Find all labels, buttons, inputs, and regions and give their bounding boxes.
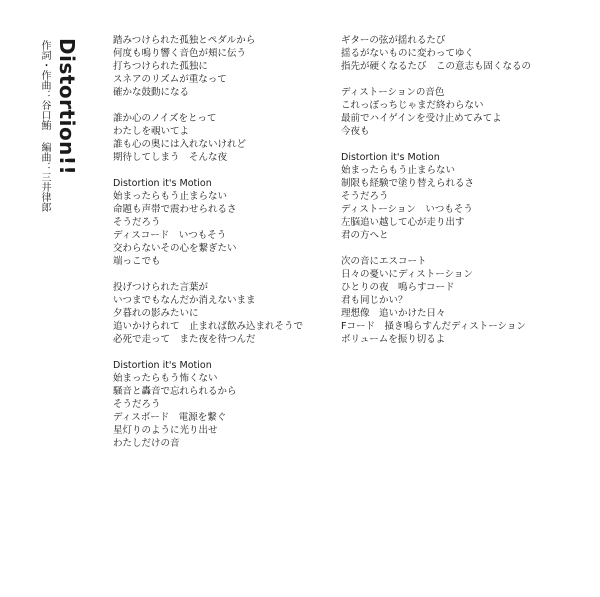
lyric-line: 必死で走って また夜を待つんだ xyxy=(113,334,256,345)
lyric-line: 打ちつけられた孤独に xyxy=(113,61,208,72)
lyric-stanza xyxy=(341,255,531,346)
lyric-line: 最前でハイゲインを受け止めてみてよ xyxy=(341,113,502,124)
lyric-stanza xyxy=(341,86,531,138)
lyric-line: 左脳追い越して心が走り出す xyxy=(341,217,465,228)
lyrics-right-column xyxy=(341,34,531,359)
lyric-line: 次の音にエスコート xyxy=(341,256,427,267)
lyric-line: これっぽっちじゃまだ終わらない xyxy=(341,100,484,111)
lyric-line: 騒音と轟音で忘れられるから xyxy=(113,386,237,397)
lyric-line: 端っこでも xyxy=(113,256,161,267)
lyric-line: Fコード 掻き鳴らすんだディストーション xyxy=(341,321,526,332)
lyric-line: 投げつけられた言葉が xyxy=(113,282,209,293)
lyric-line: 制限も経験で塗り替えられるさ xyxy=(341,178,475,189)
lyric-stanza xyxy=(341,151,531,242)
lyric-stanza xyxy=(113,359,303,450)
lyric-line: 夕暮れの影みたいに xyxy=(113,308,199,319)
lyric-stanza xyxy=(113,177,303,268)
lyric-line: ディスボード 電源を繋ぐ xyxy=(113,412,227,423)
lyric-line: 始まったらもう止まらない xyxy=(113,191,228,202)
lyric-line: そうだろう xyxy=(113,399,161,410)
lyric-line: 君も同じかい？ xyxy=(341,295,408,306)
song-title: Distortion!! xyxy=(55,38,79,176)
lyric-line: ディストーションの音色 xyxy=(341,87,445,98)
lyric-stanza xyxy=(341,34,531,73)
lyrics-left-column xyxy=(113,34,303,463)
lyric-line: Distortion it's Motion xyxy=(113,360,212,371)
lyric-line: 星灯りのように光り出せ xyxy=(113,425,218,436)
lyric-line: ディストーション いつもそう xyxy=(341,204,473,215)
lyric-stanza xyxy=(113,281,303,346)
lyric-line: スネアのリズムが重なって xyxy=(113,74,227,85)
lyric-stanza xyxy=(113,34,303,99)
lyrics-music-credit: 作詞・作曲：谷口鮪 xyxy=(39,40,50,130)
lyric-line: 揺るがないものに変わってゆく xyxy=(341,48,474,59)
lyric-line: 交わらないその心を繋ぎたい xyxy=(113,243,237,254)
lyric-line: ギターの弦が揺れるたび xyxy=(341,35,446,46)
lyric-line: 日々の憂いにディストーション xyxy=(341,269,473,280)
lyric-line: わたしだけの音 xyxy=(113,438,180,449)
lyric-line: わたしを覗いてよ xyxy=(113,126,190,137)
lyric-line: Distortion it's Motion xyxy=(113,178,212,189)
lyric-line: ディスコード いつもそう xyxy=(113,230,227,241)
lyric-line: 踏みつけられた孤独とペダルから xyxy=(113,35,256,46)
lyric-line: 確かな鼓動になる xyxy=(113,87,190,98)
lyric-line: 君の方へと xyxy=(341,230,389,241)
lyric-line: Distortion it's Motion xyxy=(341,152,440,163)
lyric-line: 始まったらもう怖くない xyxy=(113,373,218,384)
lyric-stanza xyxy=(113,112,303,164)
lyric-line: 何度も鳴り響く音色が頬に伝う xyxy=(113,48,247,59)
lyric-line: 命題も声帯で震わせられるさ xyxy=(113,204,237,215)
lyric-line: 理想像 追いかけた日々 xyxy=(341,308,446,319)
arrangement-credit: 編曲：三井律郎 xyxy=(39,142,50,212)
lyric-line: そうだろう xyxy=(341,191,389,202)
song-credits xyxy=(38,40,50,212)
lyric-line: 誰か心のノイズをとって xyxy=(113,113,217,124)
lyric-line: ひとりの夜 鳴らすコード xyxy=(341,282,455,293)
lyric-line: ボリュームを振り切るよ xyxy=(341,334,446,345)
lyric-line: 指先が硬くなるたび この意志も固くなるの xyxy=(341,61,532,72)
lyric-line: 今夜も xyxy=(341,126,370,137)
lyric-line: いつまでもなんだか消えないまま xyxy=(113,295,256,306)
lyric-line: 期待してしまう そんな夜 xyxy=(113,152,228,163)
lyric-line: 始まったらもう止まらない xyxy=(341,165,456,176)
lyric-line: 追いかけられて 止まれば飲み込まれそうで xyxy=(113,321,304,332)
lyric-line: そうだろう xyxy=(113,217,161,228)
lyric-line: 誰も心の奥には入れないけれど xyxy=(113,139,247,150)
